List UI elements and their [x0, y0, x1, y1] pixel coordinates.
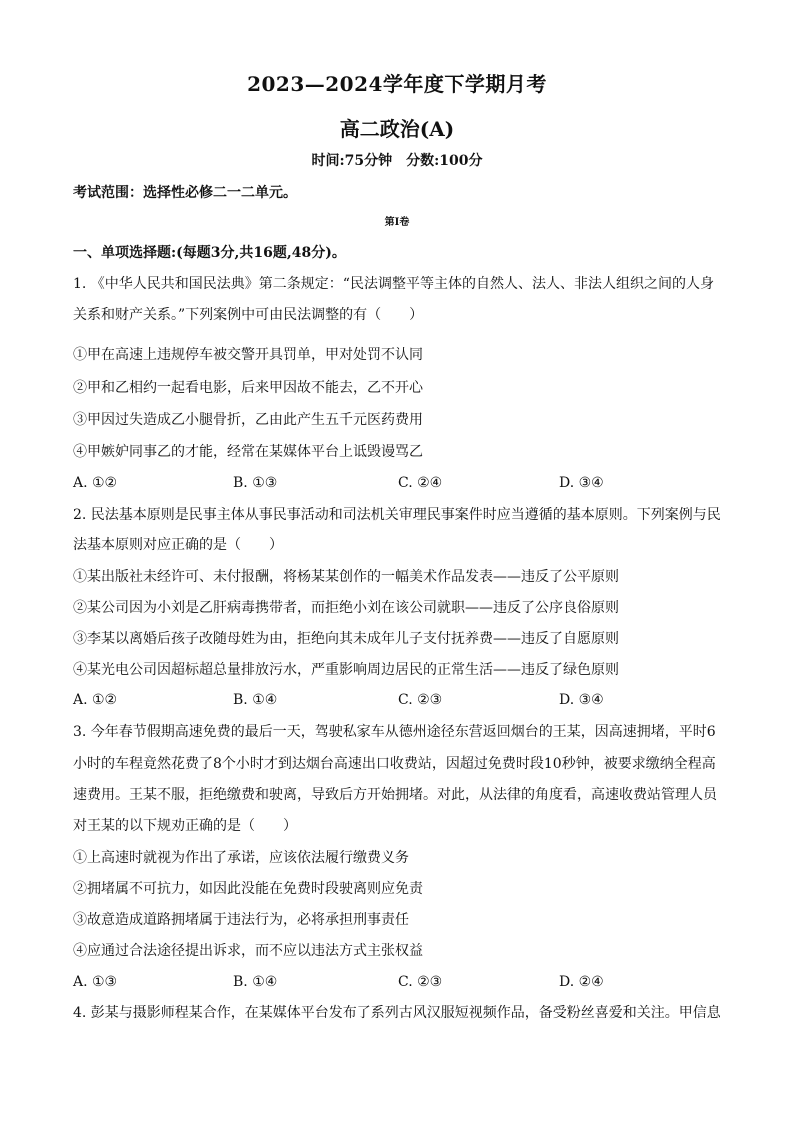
- question-2-option-c[interactable]: C. ②③: [398, 692, 443, 708]
- exam-meta: 时间:75分钟 分数:100分: [311, 153, 483, 169]
- question-2-item-2: ②某公司因为小刘是乙肝病毒携带者，而拒绝小刘在该公司就职——违反了公序良俗原则: [73, 600, 619, 616]
- question-3-stem-line-3: 速费用。王某不服，拒绝缴费和驶离，导致后方开始拥堵。对此，从法律的角度看，高速收费站管理人员: [73, 787, 717, 803]
- question-1-option-d[interactable]: D. ③④: [559, 475, 604, 491]
- question-4-stem-line-1: 4. 彭某与摄影师程某合作，在某媒体平台发布了系列古风汉服短视频作品，备受粉丝喜爱和关注。甲信息: [73, 1005, 721, 1021]
- question-3-option-c[interactable]: C. ②③: [398, 974, 443, 990]
- question-2-option-d[interactable]: D. ③④: [559, 692, 604, 708]
- question-3-option-a[interactable]: A. ①③: [73, 974, 118, 990]
- question-1-options: [73, 473, 723, 493]
- question-3-item-3: ③故意造成道路拥堵属于违法行为，必将承担刑事责任: [73, 912, 409, 928]
- question-2-item-3: ③李某以离婚后孩子改随母姓为由，拒绝向其未成年儿子支付抚养费——违反了自愿原则: [73, 631, 619, 647]
- question-1-option-b[interactable]: B. ①③: [233, 475, 278, 491]
- question-3-item-2: ②拥堵属不可抗力，如因此没能在免费时段驶离则应免责: [73, 881, 423, 897]
- question-3-stem-line-1: 3. 今年春节假期高速免费的最后一天，驾驶私家车从德州途径东营返回烟台的王某，因高速拥堵，平时6: [73, 724, 716, 740]
- question-2-option-a[interactable]: A. ①②: [73, 692, 118, 708]
- question-1-item-2: ②甲和乙相约一起看电影，后来甲因故不能去，乙不开心: [73, 380, 423, 396]
- question-2-stem-line-2: 法基本原则对应正确的是（ ）: [73, 537, 283, 553]
- volume-heading: 第Ⅰ卷: [384, 217, 410, 228]
- question-1-item-3: ③甲因过失造成乙小腿骨折，乙由此产生五千元医药费用: [73, 412, 423, 428]
- question-1-stem-line-2: 关系和财产关系。”下列案例中可由民法调整的有（ ）: [73, 307, 424, 323]
- question-2-stem-line-1: 2. 民法基本原则是民事主体从事民事活动和司法机关审理民事案件时应当遵循的基本原则。下列案例与民: [73, 507, 721, 523]
- question-3-stem-line-2: 小时的车程竟然花费了8个小时才到达烟台高速出口收费站，因超过免费时段10秒钟，被要求缴纳全程高: [73, 756, 716, 772]
- question-1-item-1: ①甲在高速上违规停车被交警开具罚单，甲对处罚不认同: [73, 347, 423, 363]
- question-1-option-c[interactable]: C. ②④: [398, 475, 443, 491]
- exam-scope: 考试范围：选择性必修二一二单元。: [73, 185, 297, 201]
- question-3-options: [73, 972, 723, 992]
- question-2-item-1: ①某出版社未经许可、未付报酬，将杨某某创作的一幅美术作品发表——违反了公平原则: [73, 569, 619, 585]
- question-2-item-4: ④某光电公司因超标超总量排放污水，严重影响周边居民的正常生活——违反了绿色原则: [73, 662, 619, 678]
- question-1-item-4: ④甲嫉妒同事乙的才能，经常在某媒体平台上诋毁谩骂乙: [73, 444, 423, 460]
- question-3-stem-line-4: 对王某的以下规劝正确的是（ ）: [73, 818, 297, 834]
- question-2-option-b[interactable]: B. ①④: [233, 692, 278, 708]
- section-heading: 一、单项选择题:(每题3分,共16题,48分)。: [73, 245, 346, 261]
- question-2-options: [73, 690, 723, 710]
- question-3-item-1: ①上高速时就视为作出了承诺，应该依法履行缴费义务: [73, 850, 409, 866]
- question-3-option-d[interactable]: D. ②④: [559, 974, 604, 990]
- question-1-stem-line-1: 1. 《中华人民共和国民法典》第二条规定：“民法调整平等主体的自然人、法人、非法人组织之间的人身: [73, 276, 714, 292]
- question-3-item-4: ④应通过合法途径提出诉求，而不应以违法方式主张权益: [73, 943, 423, 959]
- exam-subtitle: 高二政治(A): [339, 117, 455, 141]
- question-3-option-b[interactable]: B. ①④: [233, 974, 278, 990]
- question-1-option-a[interactable]: A. ①②: [73, 475, 118, 491]
- exam-title: 2023—2024学年度下学期月考: [247, 72, 547, 96]
